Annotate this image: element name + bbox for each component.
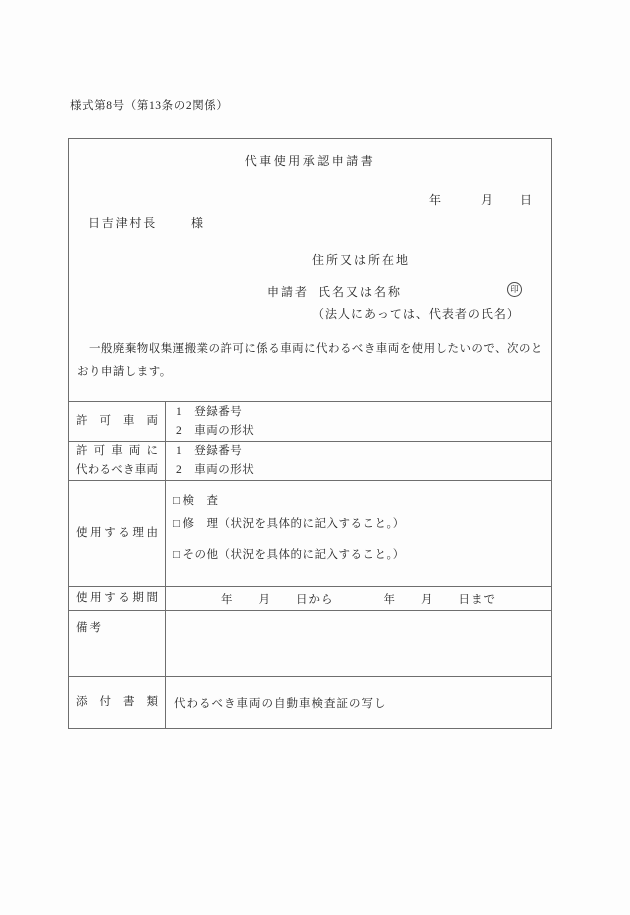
table-row-reason <box>69 480 551 586</box>
date-line: 年 月 日 <box>428 193 533 207</box>
table-row-permitted-vehicle <box>69 401 551 441</box>
attachments-value: 代わるべき車両の自動車検査証の写し <box>174 697 387 710</box>
applicant-line <box>267 283 519 300</box>
reason-options <box>166 481 551 586</box>
application-form-box <box>68 138 552 729</box>
permitted-vehicle-fields <box>166 402 551 441</box>
table-row-attachments <box>69 676 551 728</box>
row-label-attachments: 添付書類 <box>69 677 166 728</box>
form-header <box>69 139 551 401</box>
period-value: 年 月 日から 年 月 日まで <box>221 593 496 606</box>
field-registration-number: 1 登録番号 <box>176 445 243 457</box>
checkbox-icon: □ <box>173 518 181 530</box>
form-title: 代車使用承認申請書 <box>244 154 376 168</box>
table-row-remarks <box>69 610 551 676</box>
applicant-label: 申請者 <box>267 285 310 299</box>
reason-option-inspection <box>173 490 551 513</box>
addressee: 日吉津村長 <box>88 216 158 230</box>
table-row-period <box>69 586 551 610</box>
checkbox-icon: □ <box>173 495 181 507</box>
row-label-permitted-vehicle: 許可車両 <box>69 402 166 441</box>
reason-option-label: 修 理（状況を具体的に記入すること。） <box>182 518 405 530</box>
honorific: 様 <box>191 216 205 230</box>
reason-option-label: 検 査 <box>182 495 219 507</box>
address-label: 住所又は所在地 <box>312 253 411 267</box>
row-label-period: 使用する期間 <box>69 587 166 610</box>
body-text: 一般廃棄物収集運搬業の許可に係る車両に代わるべき車両を使用したいので、次のとおり申請します。 <box>77 343 543 378</box>
seal-icon: 印 <box>507 282 522 297</box>
name-label: 氏名又は名称 <box>318 285 403 299</box>
reason-option-repair <box>173 513 551 536</box>
row-label-substitute-vehicle: 許可車両に 代わるべき車両 <box>69 442 166 480</box>
addressee-line <box>88 214 205 231</box>
substitute-vehicle-fields <box>166 442 551 480</box>
reason-option-label: その他（状況を具体的に記入すること。） <box>182 549 405 561</box>
field-vehicle-shape: 2 車両の形状 <box>176 424 255 437</box>
checkbox-icon: □ <box>173 549 181 561</box>
reason-option-other <box>173 544 551 567</box>
field-vehicle-shape: 2 車両の形状 <box>176 464 255 476</box>
field-registration-number: 1 登録番号 <box>176 405 243 418</box>
row-label-remarks: 備考 <box>69 611 166 676</box>
corporate-note: （法人にあっては、代表者の氏名） <box>312 307 520 321</box>
form-number: 様式第8号（第13条の2関係） <box>70 100 229 112</box>
table-row-substitute-vehicle <box>69 441 551 480</box>
form-table <box>69 401 551 728</box>
row-label-reason: 使用する理由 <box>69 481 166 586</box>
remarks-value <box>166 611 551 676</box>
